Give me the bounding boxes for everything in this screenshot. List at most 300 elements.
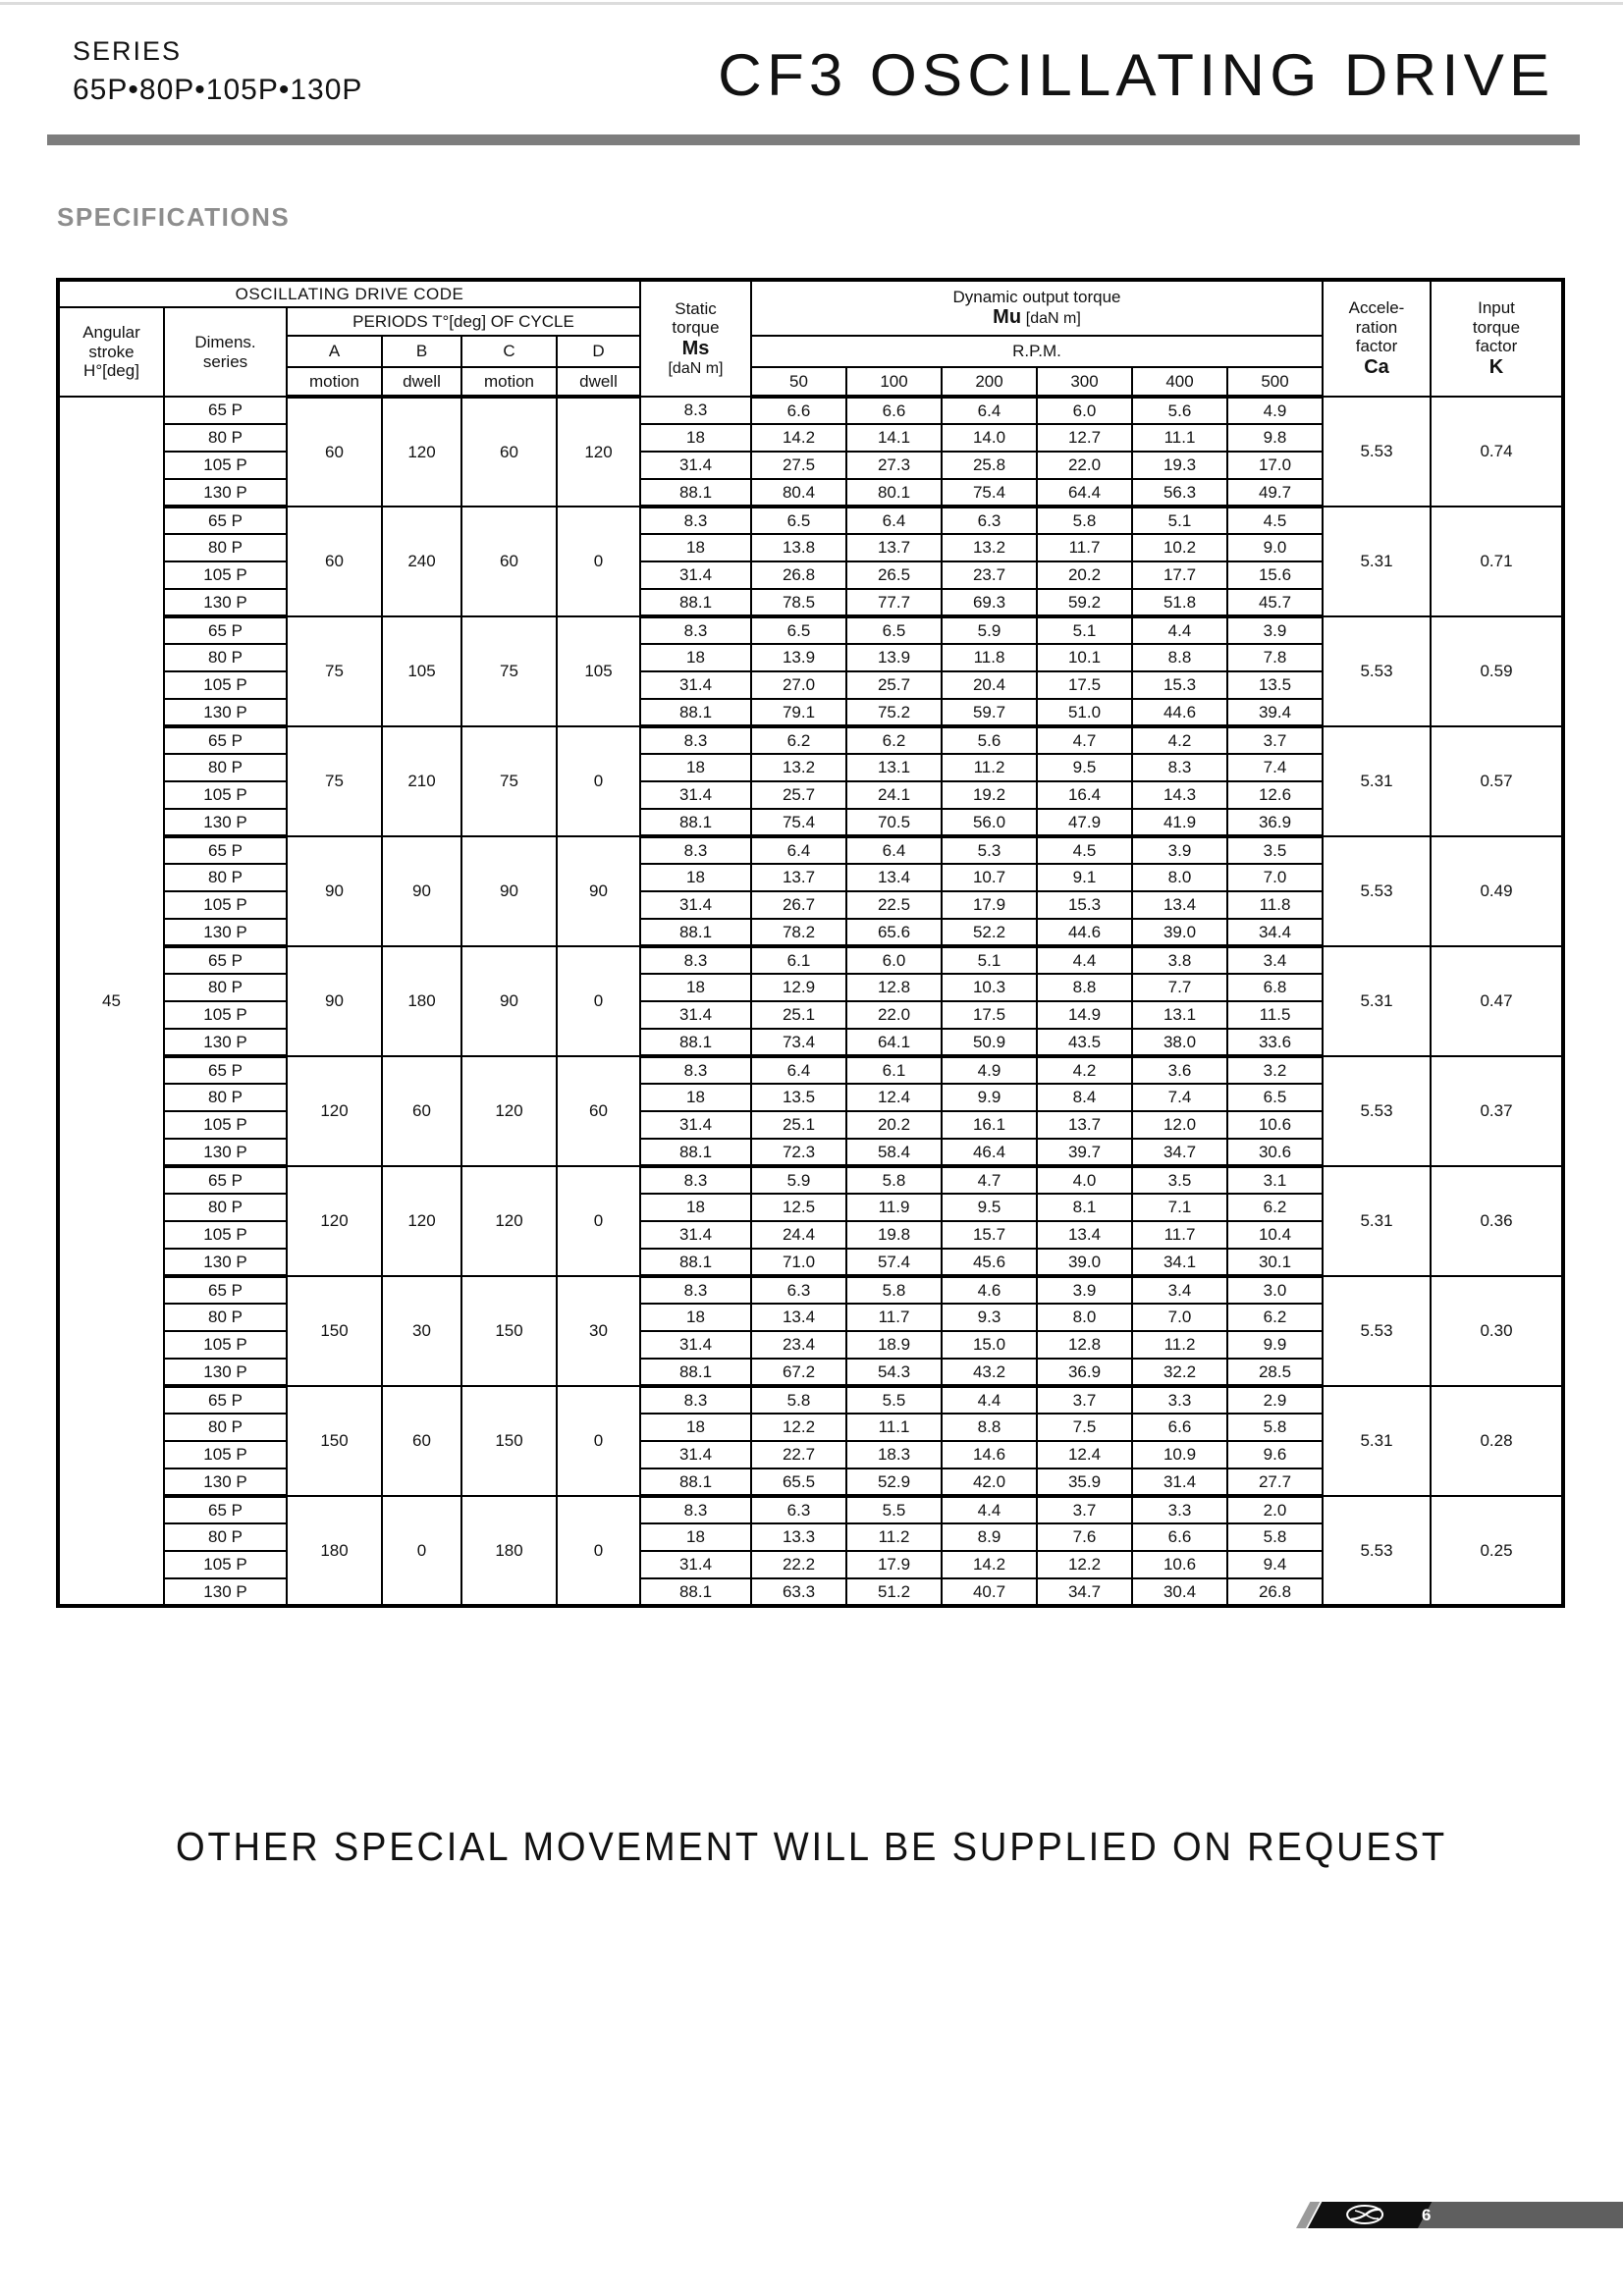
rpm-value-cell: 13.7 xyxy=(751,864,846,891)
rpm-value-cell: 39.7 xyxy=(1037,1139,1132,1166)
acceleration-factor-value-cell: 5.31 xyxy=(1323,1166,1431,1276)
rpm-value-cell: 6.6 xyxy=(751,397,846,424)
series-cell: 65 P xyxy=(164,1276,287,1304)
period-a-value-cell: 90 xyxy=(287,946,382,1056)
series-cell: 105 P xyxy=(164,1331,287,1359)
rpm-value-cell: 26.5 xyxy=(846,561,942,589)
rpm-value-cell: 12.8 xyxy=(846,974,942,1001)
rpm-value-cell: 36.9 xyxy=(1037,1359,1132,1386)
rpm-value-cell: 3.2 xyxy=(1227,1056,1323,1084)
rpm-value-cell: 3.9 xyxy=(1037,1276,1132,1304)
input-torque-line: factor xyxy=(1475,337,1518,356)
rpm-value-cell: 8.0 xyxy=(1132,864,1227,891)
rpm-value-cell: 71.0 xyxy=(751,1249,846,1276)
rpm-value-cell: 11.1 xyxy=(846,1414,942,1441)
rpm-value-cell: 43.5 xyxy=(1037,1029,1132,1056)
static-torque-value-cell: 8.3 xyxy=(640,1496,751,1523)
rpm-value-cell: 2.9 xyxy=(1227,1386,1323,1414)
series-cell: 130 P xyxy=(164,1139,287,1166)
series-cell: 105 P xyxy=(164,671,287,699)
series-cell: 65 P xyxy=(164,616,287,644)
rpm-value-cell: 15.6 xyxy=(1227,561,1323,589)
rpm-value-cell: 17.0 xyxy=(1227,452,1323,479)
page-number: 6 xyxy=(1422,2206,1432,2224)
rpm-column-header: 300 xyxy=(1037,367,1132,397)
rpm-value-cell: 6.0 xyxy=(1037,397,1132,424)
rpm-value-cell: 13.9 xyxy=(751,644,846,671)
rpm-value-cell: 13.5 xyxy=(751,1084,846,1111)
series-cell: 65 P xyxy=(164,397,287,424)
series-cell: 65 P xyxy=(164,1166,287,1194)
series-cell: 80 P xyxy=(164,1304,287,1331)
rpm-value-cell: 7.1 xyxy=(1132,1194,1227,1221)
period-a-value-cell: 150 xyxy=(287,1276,382,1386)
rpm-value-cell: 14.3 xyxy=(1132,781,1227,809)
rpm-value-cell: 38.0 xyxy=(1132,1029,1227,1056)
rpm-value-cell: 27.7 xyxy=(1227,1468,1323,1496)
rpm-value-cell: 39.0 xyxy=(1132,919,1227,946)
rpm-value-cell: 12.8 xyxy=(1037,1331,1132,1359)
series-cell: 130 P xyxy=(164,1029,287,1056)
period-b-value-cell: 120 xyxy=(382,1166,461,1276)
rpm-value-cell: 25.1 xyxy=(751,1111,846,1139)
rpm-value-cell: 11.2 xyxy=(846,1523,942,1551)
rpm-value-cell: 12.9 xyxy=(751,974,846,1001)
rpm-value-cell: 27.0 xyxy=(751,671,846,699)
static-torque-value-cell: 8.3 xyxy=(640,507,751,534)
rpm-value-cell: 67.2 xyxy=(751,1359,846,1386)
rpm-value-cell: 43.2 xyxy=(942,1359,1037,1386)
static-torque-value-cell: 8.3 xyxy=(640,1166,751,1194)
angular-stroke-line: H°[deg] xyxy=(83,361,139,381)
period-c-value-cell: 120 xyxy=(461,1166,557,1276)
rpm-value-cell: 5.8 xyxy=(1227,1523,1323,1551)
rpm-value-cell: 12.6 xyxy=(1227,781,1323,809)
series-cell: 105 P xyxy=(164,561,287,589)
period-a-value-cell: 60 xyxy=(287,397,382,507)
footer-note: OTHER SPECIAL MOVEMENT WILL BE SUPPLIED ON REQUEST xyxy=(176,1824,1447,1869)
static-torque-value-cell: 8.3 xyxy=(640,1056,751,1084)
static-torque-value-cell: 88.1 xyxy=(640,1249,751,1276)
rpm-value-cell: 14.0 xyxy=(942,424,1037,452)
rpm-value-cell: 13.7 xyxy=(846,534,942,561)
static-torque-value-cell: 18 xyxy=(640,864,751,891)
period-b-value-cell: 240 xyxy=(382,507,461,616)
rpm-value-cell: 36.9 xyxy=(1227,809,1323,836)
rpm-value-cell: 4.4 xyxy=(942,1496,1037,1523)
rpm-value-cell: 57.4 xyxy=(846,1249,942,1276)
rpm-value-cell: 77.7 xyxy=(846,589,942,616)
static-torque-value-cell: 18 xyxy=(640,974,751,1001)
rpm-value-cell: 15.0 xyxy=(942,1331,1037,1359)
static-torque-value-cell: 8.3 xyxy=(640,1386,751,1414)
table-row xyxy=(58,946,1563,974)
rpm-value-cell: 5.1 xyxy=(942,946,1037,974)
period-a-value-cell: 75 xyxy=(287,726,382,836)
rpm-value-cell: 4.5 xyxy=(1227,507,1323,534)
static-torque-value-cell: 18 xyxy=(640,534,751,561)
series-cell: 130 P xyxy=(164,919,287,946)
rpm-value-cell: 11.7 xyxy=(1132,1221,1227,1249)
static-torque-value-cell: 18 xyxy=(640,1194,751,1221)
rpm-value-cell: 5.6 xyxy=(1132,397,1227,424)
dimension-series-line: Dimens. xyxy=(194,332,256,351)
rpm-value-cell: 30.6 xyxy=(1227,1139,1323,1166)
static-torque-unit: [daN m] xyxy=(668,359,724,377)
rpm-value-cell: 30.4 xyxy=(1132,1578,1227,1606)
acceleration-factor-value-cell: 5.31 xyxy=(1323,507,1431,616)
rpm-value-cell: 65.6 xyxy=(846,919,942,946)
rpm-value-cell: 45.7 xyxy=(1227,589,1323,616)
series-cell: 80 P xyxy=(164,1414,287,1441)
acceleration-factor-value-cell: 5.53 xyxy=(1323,1496,1431,1606)
rpm-value-cell: 56.0 xyxy=(942,809,1037,836)
rpm-value-cell: 20.2 xyxy=(846,1111,942,1139)
input-torque-line: Input xyxy=(1478,298,1515,318)
rpm-value-cell: 26.8 xyxy=(751,561,846,589)
rpm-value-cell: 19.3 xyxy=(1132,452,1227,479)
rpm-value-cell: 10.3 xyxy=(942,974,1037,1001)
period-b-value-cell: 60 xyxy=(382,1056,461,1166)
rpm-value-cell: 44.6 xyxy=(1037,919,1132,946)
rpm-value-cell: 14.1 xyxy=(846,424,942,452)
period-d-value-cell: 0 xyxy=(557,1496,640,1606)
series-cell: 130 P xyxy=(164,1468,287,1496)
period-d-value-cell: 0 xyxy=(557,1386,640,1496)
period-b-value-cell: 210 xyxy=(382,726,461,836)
rpm-value-cell: 17.5 xyxy=(1037,671,1132,699)
series-cell: 65 P xyxy=(164,836,287,864)
period-c-value-cell: 60 xyxy=(461,507,557,616)
period-c-value-cell: 120 xyxy=(461,1056,557,1166)
rpm-value-cell: 22.0 xyxy=(1037,452,1132,479)
rpm-value-cell: 9.9 xyxy=(942,1084,1037,1111)
period-a-value-cell: 150 xyxy=(287,1386,382,1496)
period-c-header: C xyxy=(461,336,557,367)
rpm-value-cell: 78.5 xyxy=(751,589,846,616)
rpm-value-cell: 10.7 xyxy=(942,864,1037,891)
static-torque-value-cell: 18 xyxy=(640,1523,751,1551)
input-torque-factor-value-cell: 0.36 xyxy=(1431,1166,1563,1276)
series-cell: 80 P xyxy=(164,1194,287,1221)
table-row xyxy=(58,1386,1563,1414)
static-torque-value-cell: 8.3 xyxy=(640,616,751,644)
series-cell: 130 P xyxy=(164,1578,287,1606)
period-b-value-cell: 180 xyxy=(382,946,461,1056)
period-d-value-cell: 0 xyxy=(557,1166,640,1276)
static-torque-value-cell: 18 xyxy=(640,644,751,671)
rpm-value-cell: 31.4 xyxy=(1132,1468,1227,1496)
rpm-value-cell: 15.3 xyxy=(1037,891,1132,919)
static-torque-value-cell: 88.1 xyxy=(640,1578,751,1606)
rpm-value-cell: 52.2 xyxy=(942,919,1037,946)
rpm-value-cell: 8.1 xyxy=(1037,1194,1132,1221)
rpm-value-cell: 54.3 xyxy=(846,1359,942,1386)
rpm-value-cell: 5.9 xyxy=(942,616,1037,644)
period-b-value-cell: 60 xyxy=(382,1386,461,1496)
acceleration-factor-line: factor xyxy=(1355,337,1398,356)
page-footer-bar xyxy=(1294,2202,1623,2228)
static-torque-line: torque xyxy=(672,318,720,338)
static-torque-value-cell: 31.4 xyxy=(640,891,751,919)
rpm-value-cell: 8.4 xyxy=(1037,1084,1132,1111)
static-torque-value-cell: 31.4 xyxy=(640,1001,751,1029)
dynamic-torque-title: Dynamic output torque xyxy=(952,287,1121,306)
acceleration-factor-value-cell: 5.53 xyxy=(1323,1056,1431,1166)
series-cell: 105 P xyxy=(164,1551,287,1578)
series-cell: 80 P xyxy=(164,864,287,891)
rpm-value-cell: 39.0 xyxy=(1037,1249,1132,1276)
rpm-value-cell: 73.4 xyxy=(751,1029,846,1056)
rpm-value-cell: 58.4 xyxy=(846,1139,942,1166)
rpm-value-cell: 78.2 xyxy=(751,919,846,946)
rpm-value-cell: 25.1 xyxy=(751,1001,846,1029)
rpm-value-cell: 13.8 xyxy=(751,534,846,561)
period-d-value-cell: 60 xyxy=(557,1056,640,1166)
rpm-value-cell: 12.0 xyxy=(1132,1111,1227,1139)
rpm-value-cell: 3.7 xyxy=(1037,1496,1132,1523)
period-b-type-header: dwell xyxy=(382,367,461,397)
period-c-value-cell: 150 xyxy=(461,1386,557,1496)
series-cell: 80 P xyxy=(164,644,287,671)
table-row xyxy=(58,1056,1563,1084)
rpm-value-cell: 6.6 xyxy=(1132,1414,1227,1441)
rpm-value-cell: 4.4 xyxy=(1037,946,1132,974)
input-torque-factor-header xyxy=(1431,280,1563,397)
rpm-value-cell: 5.6 xyxy=(942,726,1037,754)
static-torque-value-cell: 31.4 xyxy=(640,1111,751,1139)
rpm-value-cell: 15.7 xyxy=(942,1221,1037,1249)
rpm-value-cell: 75.4 xyxy=(942,479,1037,507)
rpm-value-cell: 22.5 xyxy=(846,891,942,919)
rpm-value-cell: 11.2 xyxy=(942,754,1037,781)
rpm-value-cell: 6.2 xyxy=(751,726,846,754)
acceleration-factor-line: Accele- xyxy=(1348,298,1405,318)
static-torque-value-cell: 8.3 xyxy=(640,397,751,424)
period-b-value-cell: 105 xyxy=(382,616,461,726)
rpm-value-cell: 4.7 xyxy=(1037,726,1132,754)
period-c-value-cell: 75 xyxy=(461,616,557,726)
static-torque-value-cell: 31.4 xyxy=(640,1551,751,1578)
rpm-value-cell: 42.0 xyxy=(942,1468,1037,1496)
rpm-value-cell: 22.7 xyxy=(751,1441,846,1468)
rpm-value-cell: 47.9 xyxy=(1037,809,1132,836)
rpm-value-cell: 7.4 xyxy=(1132,1084,1227,1111)
static-torque-value-cell: 88.1 xyxy=(640,1468,751,1496)
static-torque-value-cell: 31.4 xyxy=(640,1441,751,1468)
rpm-value-cell: 24.4 xyxy=(751,1221,846,1249)
rpm-value-cell: 5.1 xyxy=(1132,507,1227,534)
static-torque-header xyxy=(640,280,751,397)
rpm-value-cell: 6.5 xyxy=(846,616,942,644)
series-cell: 130 P xyxy=(164,809,287,836)
page-title: CF3 OSCILLATING DRIVE xyxy=(717,42,1554,108)
acceleration-factor-value-cell: 5.53 xyxy=(1323,836,1431,946)
period-a-value-cell: 90 xyxy=(287,836,382,946)
rpm-value-cell: 9.4 xyxy=(1227,1551,1323,1578)
static-torque-value-cell: 88.1 xyxy=(640,809,751,836)
rpm-value-cell: 64.4 xyxy=(1037,479,1132,507)
rpm-value-cell: 27.3 xyxy=(846,452,942,479)
table-row xyxy=(58,507,1563,534)
static-torque-value-cell: 31.4 xyxy=(640,781,751,809)
series-cell: 130 P xyxy=(164,589,287,616)
rpm-value-cell: 4.5 xyxy=(1037,836,1132,864)
period-a-value-cell: 180 xyxy=(287,1496,382,1606)
rpm-column-header: 400 xyxy=(1132,367,1227,397)
series-cell: 80 P xyxy=(164,1523,287,1551)
rpm-value-cell: 51.2 xyxy=(846,1578,942,1606)
series-cell: 105 P xyxy=(164,452,287,479)
rpm-value-cell: 9.8 xyxy=(1227,424,1323,452)
rpm-value-cell: 34.1 xyxy=(1132,1249,1227,1276)
period-d-header: D xyxy=(557,336,640,367)
rpm-band-header: R.P.M. xyxy=(751,336,1323,367)
table-row xyxy=(58,1166,1563,1194)
rpm-value-cell: 22.0 xyxy=(846,1001,942,1029)
period-b-value-cell: 30 xyxy=(382,1276,461,1386)
rpm-value-cell: 6.3 xyxy=(751,1496,846,1523)
angular-stroke-value: 45 xyxy=(58,397,164,1606)
rpm-value-cell: 3.5 xyxy=(1227,836,1323,864)
rpm-value-cell: 23.4 xyxy=(751,1331,846,1359)
series-cell: 65 P xyxy=(164,1056,287,1084)
rpm-value-cell: 5.1 xyxy=(1037,616,1132,644)
rpm-value-cell: 63.3 xyxy=(751,1578,846,1606)
rpm-value-cell: 46.4 xyxy=(942,1139,1037,1166)
rpm-value-cell: 7.7 xyxy=(1132,974,1227,1001)
series-cell: 65 P xyxy=(164,507,287,534)
rpm-value-cell: 4.9 xyxy=(1227,397,1323,424)
rpm-value-cell: 79.1 xyxy=(751,699,846,726)
period-b-value-cell: 90 xyxy=(382,836,461,946)
section-title: SPECIFICATIONS xyxy=(57,202,291,232)
acceleration-factor-header xyxy=(1323,280,1431,397)
rpm-value-cell: 13.4 xyxy=(1132,891,1227,919)
rpm-value-cell: 4.6 xyxy=(942,1276,1037,1304)
rpm-value-cell: 6.4 xyxy=(846,507,942,534)
rpm-value-cell: 14.9 xyxy=(1037,1001,1132,1029)
rpm-value-cell: 3.3 xyxy=(1132,1386,1227,1414)
rpm-value-cell: 6.8 xyxy=(1227,974,1323,1001)
rpm-value-cell: 3.9 xyxy=(1227,616,1323,644)
series-block xyxy=(73,37,362,106)
period-c-value-cell: 90 xyxy=(461,836,557,946)
series-cell: 105 P xyxy=(164,1441,287,1468)
rpm-value-cell: 12.7 xyxy=(1037,424,1132,452)
rpm-value-cell: 69.3 xyxy=(942,589,1037,616)
rpm-value-cell: 9.5 xyxy=(1037,754,1132,781)
rpm-value-cell: 6.2 xyxy=(1227,1304,1323,1331)
static-torque-value-cell: 88.1 xyxy=(640,699,751,726)
static-torque-value-cell: 88.1 xyxy=(640,1359,751,1386)
period-d-value-cell: 90 xyxy=(557,836,640,946)
static-torque-value-cell: 8.3 xyxy=(640,946,751,974)
rpm-value-cell: 24.1 xyxy=(846,781,942,809)
table-body xyxy=(58,397,1563,1606)
rpm-value-cell: 6.2 xyxy=(1227,1194,1323,1221)
rpm-value-cell: 32.2 xyxy=(1132,1359,1227,1386)
rpm-value-cell: 5.9 xyxy=(751,1166,846,1194)
rpm-value-cell: 10.9 xyxy=(1132,1441,1227,1468)
rpm-value-cell: 8.0 xyxy=(1037,1304,1132,1331)
rpm-value-cell: 13.3 xyxy=(751,1523,846,1551)
period-c-value-cell: 180 xyxy=(461,1496,557,1606)
rpm-value-cell: 13.4 xyxy=(846,864,942,891)
rpm-value-cell: 65.5 xyxy=(751,1468,846,1496)
input-torque-factor-value-cell: 0.71 xyxy=(1431,507,1563,616)
rpm-value-cell: 9.9 xyxy=(1227,1331,1323,1359)
input-torque-factor-value-cell: 0.57 xyxy=(1431,726,1563,836)
rpm-value-cell: 35.9 xyxy=(1037,1468,1132,1496)
static-torque-value-cell: 31.4 xyxy=(640,452,751,479)
rpm-value-cell: 6.6 xyxy=(1132,1523,1227,1551)
rpm-value-cell: 9.3 xyxy=(942,1304,1037,1331)
rpm-value-cell: 17.5 xyxy=(942,1001,1037,1029)
period-d-value-cell: 0 xyxy=(557,507,640,616)
static-torque-value-cell: 88.1 xyxy=(640,919,751,946)
rpm-value-cell: 18.9 xyxy=(846,1331,942,1359)
rpm-value-cell: 11.9 xyxy=(846,1194,942,1221)
rpm-value-cell: 12.4 xyxy=(846,1084,942,1111)
rpm-value-cell: 41.9 xyxy=(1132,809,1227,836)
series-cell: 80 P xyxy=(164,974,287,1001)
rpm-value-cell: 44.6 xyxy=(1132,699,1227,726)
series-cell: 80 P xyxy=(164,424,287,452)
static-torque-value-cell: 18 xyxy=(640,1414,751,1441)
input-torque-factor-value-cell: 0.37 xyxy=(1431,1056,1563,1166)
rpm-value-cell: 6.4 xyxy=(751,1056,846,1084)
rpm-value-cell: 56.3 xyxy=(1132,479,1227,507)
rpm-value-cell: 28.5 xyxy=(1227,1359,1323,1386)
rpm-value-cell: 9.1 xyxy=(1037,864,1132,891)
rpm-value-cell: 3.6 xyxy=(1132,1056,1227,1084)
acceleration-factor-value-cell: 5.31 xyxy=(1323,1386,1431,1496)
rpm-value-cell: 11.8 xyxy=(942,644,1037,671)
rpm-value-cell: 4.7 xyxy=(942,1166,1037,1194)
rpm-value-cell: 7.0 xyxy=(1227,864,1323,891)
period-b-header: B xyxy=(382,336,461,367)
series-cell: 105 P xyxy=(164,1111,287,1139)
static-torque-value-cell: 8.3 xyxy=(640,1276,751,1304)
rpm-value-cell: 12.5 xyxy=(751,1194,846,1221)
period-d-value-cell: 105 xyxy=(557,616,640,726)
rpm-value-cell: 5.8 xyxy=(846,1166,942,1194)
rpm-value-cell: 51.8 xyxy=(1132,589,1227,616)
period-d-value-cell: 30 xyxy=(557,1276,640,1386)
rpm-value-cell: 10.2 xyxy=(1132,534,1227,561)
input-torque-factor-value-cell: 0.30 xyxy=(1431,1276,1563,1386)
rpm-value-cell: 17.7 xyxy=(1132,561,1227,589)
acceleration-factor-line: ration xyxy=(1355,317,1398,337)
static-torque-value-cell: 88.1 xyxy=(640,589,751,616)
rpm-value-cell: 6.3 xyxy=(942,507,1037,534)
rpm-value-cell: 6.5 xyxy=(751,507,846,534)
rpm-value-cell: 52.9 xyxy=(846,1468,942,1496)
series-cell: 80 P xyxy=(164,1084,287,1111)
rpm-value-cell: 4.2 xyxy=(1132,726,1227,754)
rpm-value-cell: 10.6 xyxy=(1227,1111,1323,1139)
rpm-value-cell: 26.7 xyxy=(751,891,846,919)
rpm-value-cell: 18.3 xyxy=(846,1441,942,1468)
period-c-value-cell: 150 xyxy=(461,1276,557,1386)
period-a-value-cell: 120 xyxy=(287,1166,382,1276)
rpm-value-cell: 25.7 xyxy=(846,671,942,699)
period-d-value-cell: 120 xyxy=(557,397,640,507)
rpm-value-cell: 6.5 xyxy=(1227,1084,1323,1111)
drive-code-header: OSCILLATING DRIVE CODE xyxy=(58,280,640,307)
rpm-value-cell: 4.4 xyxy=(1132,616,1227,644)
